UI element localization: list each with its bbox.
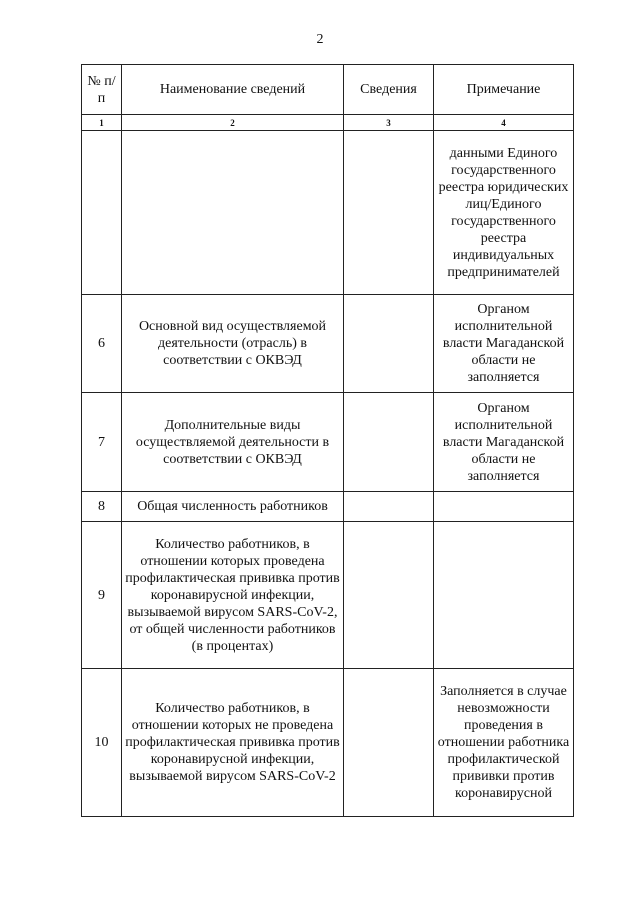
row-info: [344, 131, 434, 295]
table-row: [82, 393, 574, 492]
table-row: [82, 669, 574, 817]
row-name: Основной вид осуществляемой деятельности (отрасль) в соответствии с ОКВЭД: [122, 295, 344, 393]
row-number: 8: [82, 492, 122, 522]
row-number: 7: [82, 393, 122, 492]
table-row: [82, 492, 574, 522]
table-row: [82, 295, 574, 393]
row-name: Количество работников, в отношении которых не проведена профилактическая прививка против коронавирусной инфекции, вызываемой вирусом SARS-CoV-2: [122, 669, 344, 817]
row-info: [344, 393, 434, 492]
column-number: 2: [122, 115, 344, 131]
row-info: [344, 522, 434, 669]
row-name: [122, 131, 344, 295]
row-info: [344, 669, 434, 817]
page-number: 2: [316, 32, 324, 47]
header-note: Примечание: [434, 65, 574, 115]
row-note: Органом исполнительной власти Магаданской области не заполняется: [434, 295, 574, 393]
row-info: [344, 492, 434, 522]
row-name: Количество работников, в отношении которых проведена профилактическая прививка против коронавирусной инфекции, вызываемой вирусом SARS-CoV-2, от общей численности работников (в процентах): [122, 522, 344, 669]
table-row: [82, 131, 574, 295]
row-note: Заполняется в случае невозможности проведения в отношении работника профилактической прививки против коронавирусной: [434, 669, 574, 817]
table-row: [82, 522, 574, 669]
header-info: Сведения: [344, 65, 434, 115]
information-table: [81, 64, 574, 817]
row-name: Дополнительные виды осуществляемой деятельности в соответствии с ОКВЭД: [122, 393, 344, 492]
row-number: 6: [82, 295, 122, 393]
row-info: [344, 295, 434, 393]
column-number: 4: [434, 115, 574, 131]
header-num: № п/п: [82, 65, 122, 115]
row-note: Органом исполнительной власти Магаданской области не заполняется: [434, 393, 574, 492]
row-note: [434, 522, 574, 669]
row-name: Общая численность работников: [122, 492, 344, 522]
row-number: 10: [82, 669, 122, 817]
row-note: данными Единого государственного реестра юридических лиц/Единого государственного реестра индивидуальных предпринимателей: [434, 131, 574, 295]
row-note: [434, 492, 574, 522]
column-number-row: [82, 115, 574, 131]
row-number: [82, 131, 122, 295]
header-row: [82, 65, 574, 115]
column-number: 1: [82, 115, 122, 131]
column-number: 3: [344, 115, 434, 131]
header-name: Наименование сведений: [122, 65, 344, 115]
row-number: 9: [82, 522, 122, 669]
